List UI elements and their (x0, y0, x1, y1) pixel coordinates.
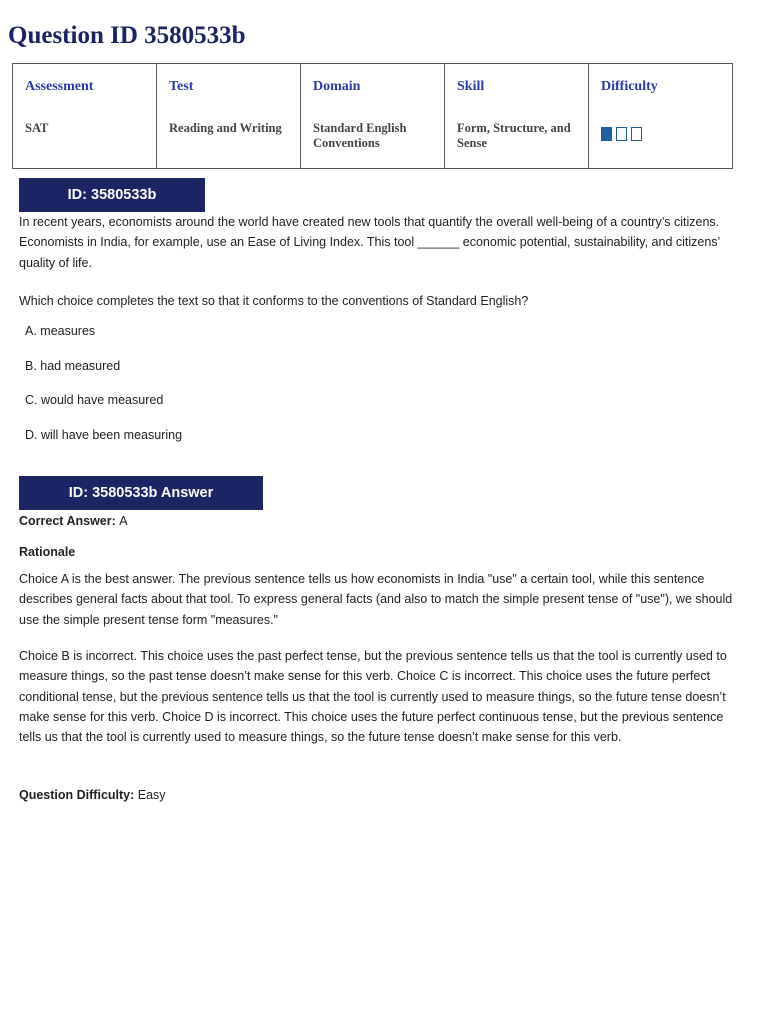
correct-answer-line (19, 514, 128, 528)
question-difficulty-line (19, 788, 166, 802)
rationale-paragraph-2: Choice B is incorrect. This choice uses the past perfect tense, but the previous sentence tells us that the tool is currently used to measure things, so the past tense doesn’t make sense for this verb. Choice C is incorrect. This choice uses the future perfect conditional tense, but the previous sentence tells us that the tool is currently used to measure things, so the future tense doesn’t make sense for this verb. Choice D is incorrect. This choice uses the future perfect continuous tense, but the previous sentence tells us that the tool is currently used to measure things, so the future tense doesn’t make sense for this verb. (19, 649, 727, 745)
answer-choice-c: C. would have measured (25, 393, 164, 407)
question-id-banner: ID: 3580533b (19, 178, 205, 212)
skill-cell (445, 64, 589, 169)
difficulty-cell (589, 64, 733, 169)
assessment-value: SAT (25, 121, 49, 135)
question-passage: In recent years, economists around the world have created new tools that quantify the overall well-being of a country’s citizens. Economists in India, for example, use an Ease of Living Index. This tool ______ economic potential, sustainability, and citizens’ quality of life. (19, 215, 720, 270)
difficulty-header: Difficulty (601, 79, 658, 94)
correct-answer-label: Correct Answer: (19, 514, 116, 528)
correct-answer-value: A (119, 514, 128, 528)
difficulty-box-empty (631, 127, 642, 141)
assessment-cell (13, 64, 157, 169)
question-prompt: Which choice completes the text so that it conforms to the conventions of Standard English? (19, 294, 529, 308)
answer-id-banner: ID: 3580533b Answer (19, 476, 263, 510)
difficulty-box-empty (616, 127, 627, 141)
question-meta-table (12, 63, 733, 169)
test-value: Reading and Writing (169, 121, 282, 135)
domain-cell (301, 64, 445, 169)
difficulty-box-filled (601, 127, 612, 141)
skill-value: Form, Structure, and Sense (457, 121, 571, 150)
assessment-header: Assessment (25, 79, 94, 94)
skill-header: Skill (457, 79, 485, 94)
page-title: Question ID 3580533b (8, 22, 246, 49)
rationale-paragraph-1: Choice A is the best answer. The previous sentence tells us how economists in India "use" a certain tool, while this sentence describes general facts about that tool. To express general facts (and also to match the simple present tense of "use"), we should use the simple present tense form "measures." (19, 572, 733, 627)
test-cell (157, 64, 301, 169)
answer-choice-d: D. will have been measuring (25, 428, 183, 442)
rationale-heading: Rationale (19, 545, 76, 559)
difficulty-indicator (601, 127, 720, 141)
domain-value: Standard English Conventions (313, 121, 407, 150)
test-header: Test (169, 79, 194, 94)
question-difficulty-label: Question Difficulty: (19, 788, 135, 802)
answer-choice-b: B. had measured (25, 359, 121, 373)
domain-header: Domain (313, 79, 361, 94)
answer-choice-a: A. measures (25, 324, 96, 338)
question-difficulty-value: Easy (137, 788, 166, 802)
